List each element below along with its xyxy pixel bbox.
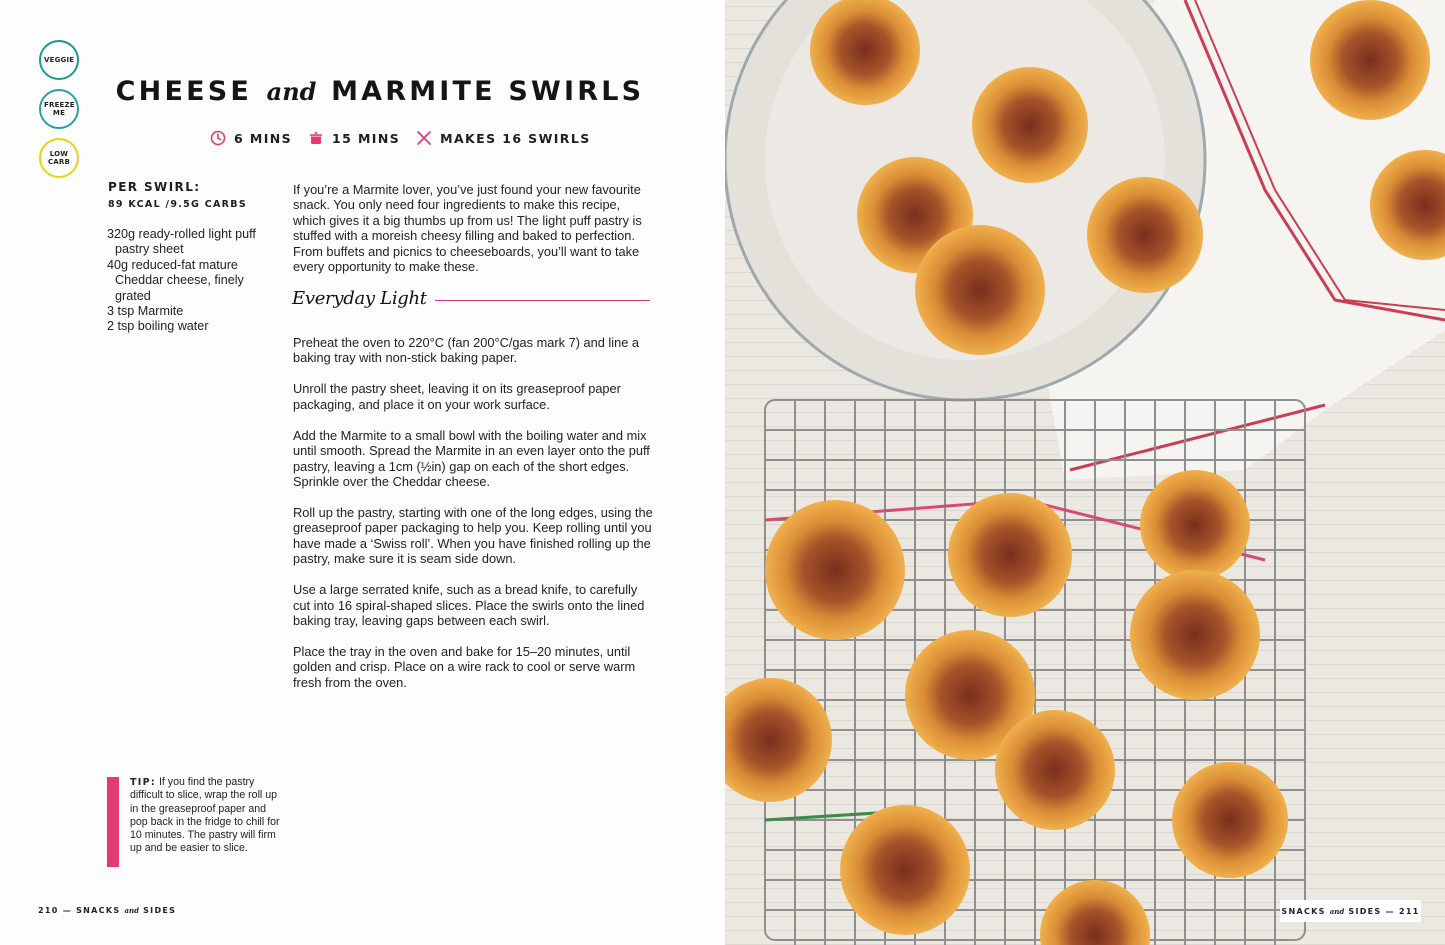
cook-time [308, 130, 400, 146]
page-number-right: 211 [1399, 906, 1420, 916]
method-step: Use a large serrated knife, such as a bread knife, to carefully cut into 16 spiral-shaped slices. Place the swirls onto the lined baking tray, leaving gaps between each swirl. [293, 582, 645, 629]
section-heading [292, 288, 650, 309]
prep-time-label: 6 MINS [234, 130, 293, 146]
method-step: Add the Marmite to a small bowl with the boiling water and mix until smooth. Spread the Marmite in an even layer onto the puff pastry, leaving a 1cm (½in) gap on each of the short edges. Sprinkle over the Cheddar cheese. [293, 427, 650, 490]
cutlery-icon [416, 130, 432, 146]
page-number-left: 210 [38, 906, 59, 915]
recipe-meta [210, 130, 591, 146]
folio-section-word: SIDES [1348, 906, 1382, 916]
method-step: Place the tray in the oven and bake for 15–20 minutes, until golden and crisp. Place on a wire rack to cool or serve warm fresh from the oven. [293, 644, 636, 690]
title-and: and [266, 77, 317, 106]
folio-section-word: SNACKS [76, 906, 121, 915]
yield-label: MAKES 16 SWIRLS [440, 130, 591, 146]
food-photo [725, 0, 1445, 945]
lowcarb-badge-label: LOW CARB [47, 150, 71, 166]
clock-icon [210, 130, 226, 146]
tip-label: TIP: [130, 777, 156, 788]
recipe-title [100, 76, 660, 107]
folio-and: and [124, 906, 140, 915]
ingredient-item: 320g ready-rolled light puff pastry sheet [107, 227, 256, 257]
folio-left [38, 906, 176, 915]
method-step: Unroll the pastry sheet, leaving it on its greaseproof paper packaging, and place it on your work surface. [293, 381, 621, 412]
nutrition-values: 89 KCAL /9.5G CARBS [108, 199, 247, 210]
right-page [725, 0, 1445, 945]
title-part-1: CHEESE [115, 76, 253, 107]
nutrition-heading: PER SWIRL: [108, 180, 201, 194]
freeze-me-badge [39, 89, 79, 129]
freeze-badge-label: FREEZE ME [44, 101, 75, 117]
veggie-badge [39, 40, 79, 80]
method-step: Roll up the pastry, starting with one of the long edges, using the greaseproof paper packaging to help you. Keep rolling until you have made a ‘Swiss roll’. When you have finished rolling up the pastry, make sure it is seam side down. [293, 505, 653, 567]
title-part-2: MARMITE SWIRLS [331, 76, 645, 107]
prep-time [210, 130, 292, 146]
folio-dash: — [1385, 906, 1395, 916]
ingredient-item: 40g reduced-fat mature Cheddar cheese, finely grated [107, 257, 244, 303]
method-steps [293, 335, 653, 706]
ingredient-item: 3 tsp Marmite [107, 304, 184, 319]
section-rule [435, 300, 650, 302]
folio-dash: — [62, 906, 73, 915]
folio-section-word: SNACKS [1281, 906, 1326, 916]
yield [416, 130, 590, 146]
ingredients-list [107, 227, 277, 335]
pot-icon [308, 130, 324, 146]
folio-section-word: SIDES [143, 906, 177, 915]
method-step: Preheat the oven to 220°C (fan 200°C/gas mark 7) and line a baking tray with non-stick baking paper. [293, 335, 640, 366]
ingredient-item: 2 tsp boiling water [107, 319, 209, 334]
intro-paragraph: If you’re a Marmite lover, you’ve just found your new favourite snack. You only need four ingredients to make this recipe, which gives it a big thumbs up from us! The light puff pastry is stuffed with a moreish cheesy filling and baked to perfection. From buffets and picnics to cheeseboards, you’ll want to take every opportunity to make these. [293, 182, 642, 275]
section-heading-text: Everyday Light [292, 288, 427, 309]
tip-accent-bar [107, 777, 119, 867]
tip-text: If you find the pastry difficult to slice, wrap the roll up in the greaseproof paper and pop back in the fridge to chill for 10 minutes. The pastry will firm up and be easier to slice. [130, 776, 280, 855]
low-carb-badge [39, 138, 79, 178]
tip-box [130, 776, 280, 856]
folio-and: and [1329, 906, 1345, 916]
folio-right [1280, 900, 1421, 922]
cook-time-label: 15 MINS [332, 130, 401, 146]
veggie-badge-label: VEGGIE [44, 56, 75, 64]
